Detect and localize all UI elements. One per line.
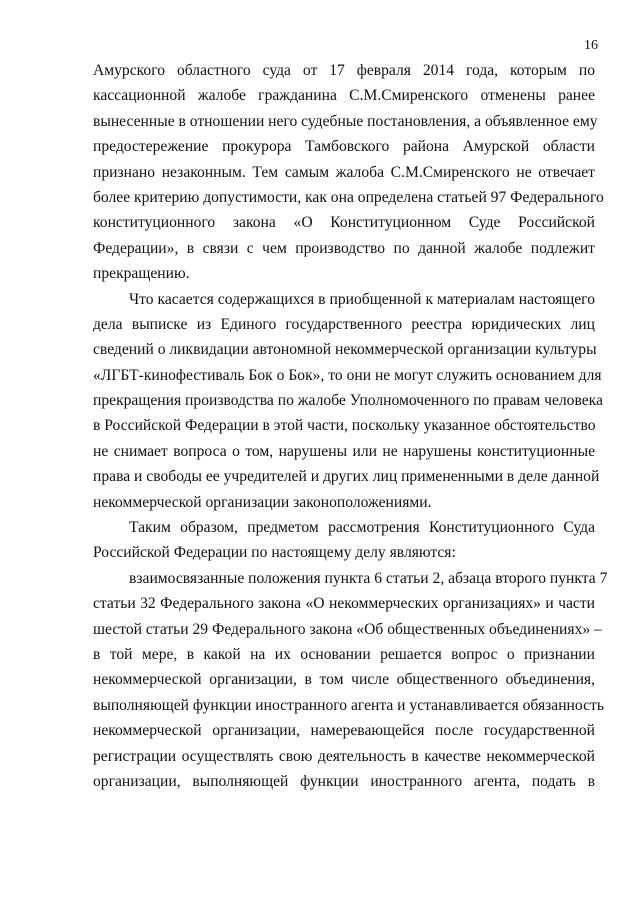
text-line: Федерации», в связи с чем производство по данной жалобе подлежит <box>93 239 595 257</box>
text-line: Что касается содержащихся в приобщенной к материалам настоящего <box>129 290 595 308</box>
document-body <box>93 58 608 794</box>
text-line: права и свободы ее учредителей и других лиц примененными в деле данной <box>93 468 600 486</box>
text-line: статьи 32 Федерального закона «О некоммерческих организациях» и части <box>93 595 595 613</box>
page-number: 16 <box>584 38 598 53</box>
text-line: взаимосвязанные положения пункта 6 статьи 2, абзаца второго пункта 7 <box>129 569 608 587</box>
text-line: Амурского областного суда от 17 февраля 2014 года, которым по <box>93 62 595 79</box>
text-line: сведений о ликвидации автономной некоммерческой организации культуры <box>93 341 597 359</box>
text-line: дела выписке из Единого государственного реестра юридических лиц <box>93 315 595 333</box>
text-line: конституционного закона «О Конституционном Суде Российской <box>93 214 595 232</box>
text-line: некоммерческой организации законоположениями. <box>93 493 432 511</box>
text-line: Таким образом, предметом рассмотрения Конституционного Суда <box>129 519 595 537</box>
text-line: в той мере, в какой на их основании решается вопрос о признании <box>93 645 595 663</box>
text-line: некоммерческой организации, намеревающейся после государственной <box>93 722 595 740</box>
text-line: прекращения производства по жалобе Уполномоченного по правам человека <box>93 392 603 410</box>
text-line: прекращению. <box>93 265 190 283</box>
text-line: регистрации осуществлять свою деятельность в качестве некоммерческой <box>93 747 595 765</box>
text-line: кассационной жалобе гражданина С.М.Смиренского отменены ранее <box>93 87 595 105</box>
text-line: шестой статьи 29 Федерального закона «Об общественных объединениях» – <box>93 620 602 638</box>
text-line: в Российской Федерации в этой части, поскольку указанное обстоятельство <box>93 417 596 435</box>
text-line: некоммерческой организации, в том числе общественного объединения, <box>93 671 595 689</box>
text-line: не снимает вопроса о том, нарушены или не нарушены конституционные <box>93 442 595 460</box>
text-line: вынесенные в отношении него судебные постановления, а объявленное ему <box>93 112 598 130</box>
text-line: организации, выполняющей функции иностранного агента, подать в <box>93 772 595 790</box>
text-line: признано незаконным. Тем самым жалоба С.М.Смиренского не отвечает <box>93 163 595 181</box>
text-line: предостережение прокурора Тамбовского района Амурской области <box>93 138 595 156</box>
text-line: выполняющей функции иностранного агента и устанавливается обязанность <box>93 696 604 714</box>
text-line: «ЛГБТ-кинофестиваль Бок о Бок», то они не могут служить основанием для <box>93 366 602 384</box>
text-line: Российской Федерации по настоящему делу являются: <box>93 544 456 562</box>
text-line: более критерию допустимости, как она определена статьей 97 Федерального <box>93 188 604 206</box>
